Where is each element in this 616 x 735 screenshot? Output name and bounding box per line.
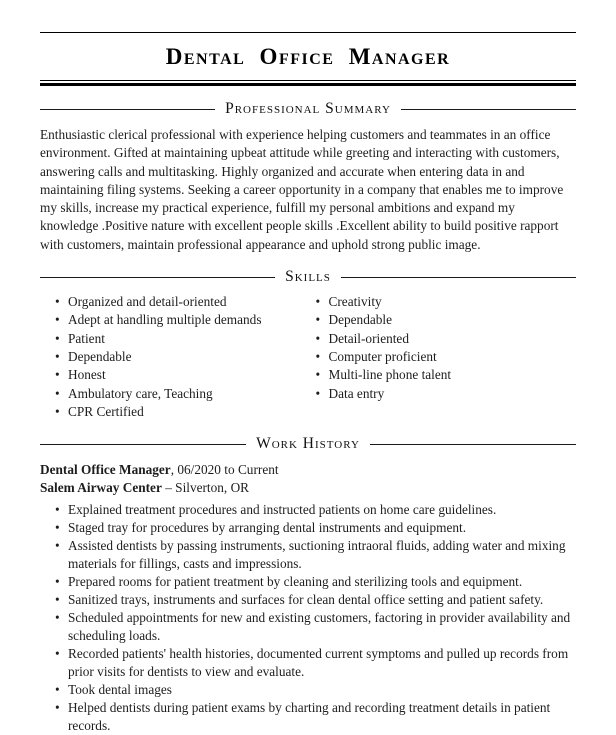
- job-title-line: [40, 461, 576, 479]
- job-duty-text: Recorded patients' health histories, documented current symptoms and pulled up records from prior visits for dentists to view and evaluate.: [68, 646, 569, 680]
- job-duty-item: [55, 591, 576, 609]
- job-duty-item: [55, 699, 576, 735]
- skill-item: [316, 330, 577, 348]
- job-duty-text: Assisted dentists by passing instruments, suctioning intraoral fluids, adding water and mixing materials for fillings, casts and impressions.: [68, 538, 566, 572]
- job-duty-item: [55, 681, 576, 699]
- skill-item: [316, 385, 577, 403]
- skill-item-label: Creativity: [328, 294, 382, 310]
- job-duty-item: [55, 519, 576, 537]
- title-underline: [40, 80, 576, 86]
- job-duty-item: [55, 645, 576, 681]
- job-dates: , 06/2020 to Current: [170, 462, 279, 478]
- skill-item-label: Multi-line phone talent: [328, 367, 452, 383]
- skill-item-label: Dependable: [68, 348, 132, 364]
- title-underline-thick: [40, 83, 576, 86]
- job-duty-text: Staged tray for procedures by arranging dental instruments and equipment.: [68, 520, 467, 536]
- header-rule-left: [40, 444, 246, 445]
- skill-item-label: Computer proficient: [328, 348, 437, 364]
- section-title-skills: Skills: [285, 268, 331, 286]
- job-duty-text: Took dental images: [68, 682, 172, 698]
- skill-item: [55, 403, 316, 421]
- skill-item-label: CPR Certified: [68, 403, 144, 419]
- job-duty-item: [55, 609, 576, 645]
- employer-line: [40, 479, 576, 497]
- job-title: Dental Office Manager: [40, 462, 171, 478]
- skill-item: [55, 330, 316, 348]
- header-rule-left: [40, 277, 275, 278]
- job-duty-text: Scheduled appointments for new and existing customers, factoring in provider availability and scheduling loads.: [68, 610, 571, 644]
- skill-item-label: Organized and detail-oriented: [68, 294, 227, 310]
- header-rule-right: [341, 277, 576, 278]
- resume-page: [0, 32, 616, 732]
- job-duty-text: Prepared rooms for patient treatment by cleaning and sterilizing tools and equipment.: [68, 574, 523, 590]
- skill-item: [316, 293, 577, 311]
- skill-item: [316, 366, 577, 384]
- top-rule: [40, 32, 576, 33]
- section-title-professional-summary: Professional Summary: [225, 100, 391, 117]
- employer-location: – Silverton, OR: [161, 480, 250, 496]
- skill-item: [316, 348, 577, 366]
- skill-item-label: Honest: [68, 367, 106, 383]
- job-duty-item: [55, 537, 576, 573]
- section-title-work-history: Work History: [256, 435, 360, 453]
- skill-item-label: Dependable: [328, 312, 392, 328]
- skills-columns: [40, 293, 576, 421]
- resume-title: Dental Office Manager: [165, 44, 451, 69]
- header-rule-left: [40, 109, 215, 110]
- job-duty-text: Explained treatment procedures and instructed patients on home care guidelines.: [68, 502, 497, 518]
- skill-item-label: Patient: [68, 330, 105, 346]
- employer-name: Salem Airway Center: [40, 480, 162, 496]
- skill-item: [55, 348, 316, 366]
- section-header-skills: [40, 268, 576, 286]
- skills-list-right: [316, 293, 577, 421]
- summary-paragraph: Enthusiastic clerical professional with experience helping customers and teammates in an office environment. Gifted at maintaining upbeat attitude while greeting and interacting with customers, answering calls and multitasking. Highly organized and accurate when entering data in and maintaining filing systems. Seeking a career opportunity in a company that enables me to improve my skills, increase my practical experience, fulfill my personal ambitions and expand my knowledge .Positive nature with excellent people skills .Excellent ability to build positive rapport with customers, maintain professional appearance and uphold strong public image.: [40, 127, 564, 252]
- skill-item-label: Ambulatory care, Teaching: [68, 385, 213, 401]
- job-duty-item: [55, 573, 576, 591]
- skills-list-left: [55, 293, 316, 421]
- skill-item: [316, 311, 577, 329]
- section-header-work-history: [40, 435, 576, 453]
- skill-item: [55, 385, 316, 403]
- skill-item-label: Detail-oriented: [328, 330, 409, 346]
- header-rule-right: [401, 109, 576, 110]
- section-header-professional-summary: [40, 100, 576, 118]
- job-duties-list: [40, 501, 576, 735]
- job-duty-text: Sanitized trays, instruments and surfaces for clean dental office setting and patient safety.: [68, 592, 544, 608]
- job-duty-text: Helped dentists during patient exams by charting and recording treatment details in patient records.: [68, 700, 551, 734]
- skill-item: [55, 311, 316, 329]
- header-rule-right: [370, 444, 576, 445]
- skill-item-label: Data entry: [328, 385, 385, 401]
- job-duty-item: [55, 501, 576, 519]
- skill-item: [55, 293, 316, 311]
- skill-item: [55, 366, 316, 384]
- skill-item-label: Adept at handling multiple demands: [68, 312, 262, 328]
